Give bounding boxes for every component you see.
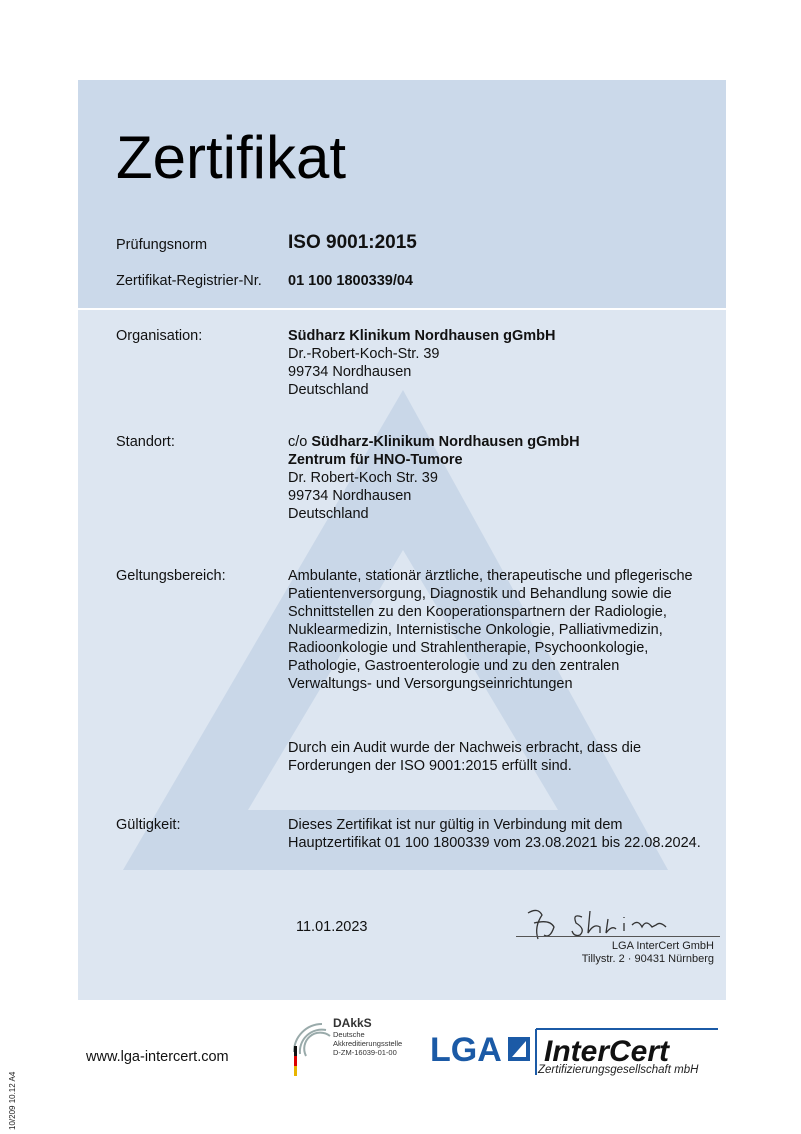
audit-line: Durch ein Audit wurde der Nachweis erbracht, dass die [288, 740, 642, 756]
dakks-line: Deutsche [333, 1030, 365, 1039]
validity-line: Dieses Zertifikat ist nur gültig in Verbindung mit dem [288, 817, 623, 833]
registration-value: 01 100 1800339/04 [288, 273, 413, 289]
scope-block [288, 567, 693, 693]
dakks-line: Akkreditierungsstelle [333, 1039, 403, 1048]
organisation-city: 99734 Nordhausen [288, 364, 412, 380]
organisation-street: Dr.-Robert-Koch-Str. 39 [288, 346, 440, 362]
scope-line: Schnittstellen zu den Kooperationspartnern der Radiologie, [288, 604, 667, 620]
standort-city: 99734 Nordhausen [288, 488, 412, 504]
organisation-country: Deutschland [288, 382, 369, 398]
website-link[interactable]: www.lga-intercert.com [86, 1049, 229, 1065]
scope-line: Radioonkologie und Strahlentherapie, Psychoonkologie, [288, 640, 649, 656]
scope-line: Patientenversorgung, Diagnostik und Behandlung sowie die [288, 586, 672, 602]
scope-line: Nuklearmedizin, Internistische Onkologie, Palliativmedizin, [288, 622, 663, 638]
organisation-block [288, 327, 555, 399]
issuer-address: Tillystr. 2 · 90431 Nürnberg [581, 953, 714, 965]
dakks-brand: DAkkS [333, 1016, 372, 1030]
lga-logo-right: InterCert [544, 1035, 670, 1068]
standort-country: Deutschland [288, 506, 369, 522]
validity-label: Gültigkeit: [116, 817, 181, 833]
standort-prefix: c/o [288, 434, 312, 450]
lga-subtitle: Zertifizierungsgesellschaft mbH [538, 1064, 699, 1076]
standort-label: Standort: [116, 434, 175, 450]
page-title: Zertifikat [116, 124, 347, 191]
validity-block [288, 816, 701, 852]
dakks-line: D-ZM-16039-01-00 [333, 1048, 397, 1057]
issue-date: 11.01.2023 [296, 919, 368, 935]
organisation-label: Organisation: [116, 328, 203, 344]
validity-line: Hauptzertifikat 01 100 1800339 vom 23.08.2021 bis 22.08.2024. [288, 835, 701, 851]
standort-unit: Zentrum für HNO-Tumore [288, 452, 463, 468]
doc-code [6, 1060, 20, 1130]
signature-line [516, 936, 720, 937]
audit-statement [288, 739, 641, 775]
standort-block [288, 433, 580, 523]
scope-line: Pathologie, Gastroenterologie und zu den zentralen [288, 658, 620, 674]
issuer-name: LGA InterCert GmbH [611, 940, 714, 952]
scope-line: Ambulante, stationär ärztliche, therapeutische und pflegerische [288, 568, 693, 584]
audit-line: Forderungen der ISO 9001:2015 erfüllt sind. [288, 758, 572, 774]
doc-code-text: 10/209 10.12 A4 [8, 1071, 17, 1130]
scope-label: Geltungsbereich: [116, 568, 226, 584]
organisation-name: Südharz Klinikum Nordhausen gGmbH [288, 328, 556, 344]
norm-value: ISO 9001:2015 [288, 232, 417, 253]
lga-logo-left: LGA [430, 1031, 502, 1069]
standort-street: Dr. Robert-Koch Str. 39 [288, 470, 438, 486]
signature-icon [520, 905, 690, 945]
standort-name: Südharz-Klinikum Nordhausen gGmbH [311, 434, 580, 450]
norm-label: Prüfungsnorm [116, 237, 208, 253]
registration-label: Zertifikat-Registrier-Nr. [116, 273, 262, 289]
scope-line: Verwaltungs- und Versorgungseinrichtungen [288, 676, 573, 692]
dakks-text [333, 1030, 402, 1057]
